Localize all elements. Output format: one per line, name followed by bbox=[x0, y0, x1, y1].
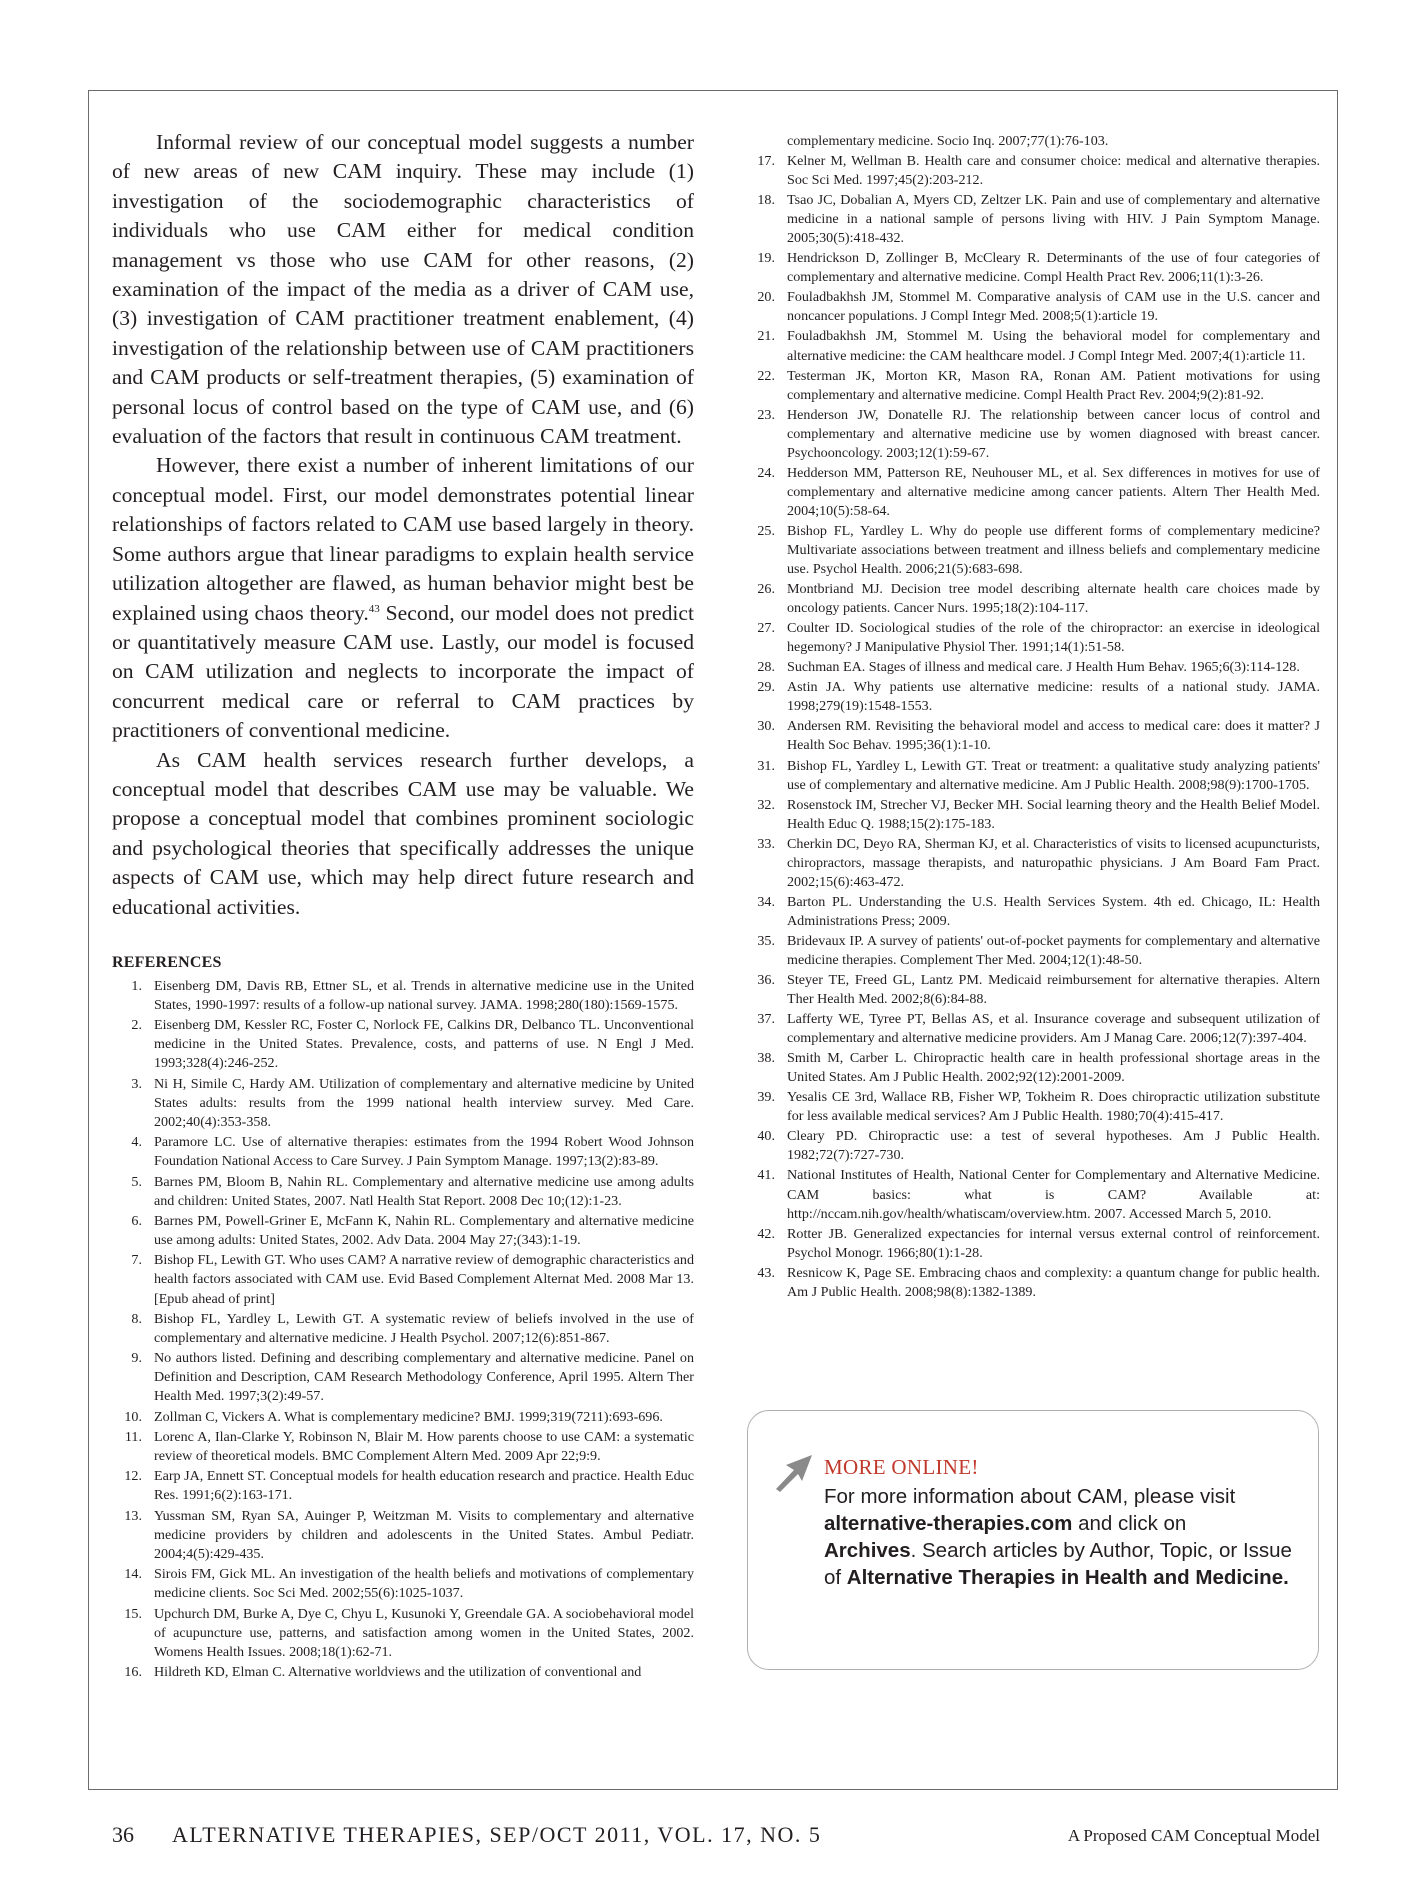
reference-text: Bishop FL, Yardley L, Lewith GT. A systematic review of beliefs involved in the use of complementary and alternative medicine. J Health Psychol. 2007;12(6):851-867. bbox=[154, 1310, 694, 1346]
reference-text: Suchman EA. Stages of illness and medical care. J Health Hum Behav. 1965;6(3):114-128. bbox=[787, 659, 1300, 676]
promo-line-2b: . Search articles by Author, Topic, or Issue bbox=[910, 1539, 1292, 1562]
body-paragraph-2 bbox=[112, 451, 694, 745]
references-list-left bbox=[112, 977, 694, 1682]
reference-item bbox=[745, 1166, 1320, 1223]
reference-number: 20. bbox=[757, 289, 775, 306]
reference-number: 17. bbox=[757, 153, 775, 170]
reference-item bbox=[745, 327, 1320, 365]
reference-text: Coulter ID. Sociological studies of the role of the chiropractor: an exercise in ideological hegemony? J Manipulative Physiol Ther. 1991;14(1):51-58. bbox=[787, 620, 1320, 656]
reference-item bbox=[745, 406, 1320, 463]
reference-item bbox=[745, 1010, 1320, 1048]
reference-text: National Institutes of Health, National Center for Complementary and Alternative Medicine. CAM basics: what is CAM? Available at: http://nccam.nih.gov/health/whatiscam/overview.htm. 2007. Accessed March 5, 2010. bbox=[787, 1167, 1320, 1222]
reference-item bbox=[745, 1127, 1320, 1165]
reference-number: 12. bbox=[124, 1468, 142, 1485]
reference-text: Yussman SM, Ryan SA, Auinger P, Weitzman M. Visits to complementary and alternative medicine providers by children and adolescents in the United States. Ambul Pediatr. 2004;4(5):429-435. bbox=[154, 1507, 694, 1562]
promo-line-1: For more information about CAM, please visit bbox=[824, 1485, 1236, 1508]
reference-16-continuation: complementary medicine. Socio Inq. 2007;77(1):76-103. bbox=[787, 133, 1109, 149]
reference-number: 16. bbox=[124, 1664, 142, 1681]
arrow-icon bbox=[772, 1453, 814, 1498]
reference-text: Bishop FL, Yardley L, Lewith GT. Treat or treatment: a qualitative study analyzing patients' use of complementary and alternative medicine. Am J Public Health. 2008;98(9):1700-1705. bbox=[787, 757, 1320, 793]
footer-article-title: A Proposed CAM Conceptual Model bbox=[1067, 1826, 1320, 1845]
promo-line-3a: of bbox=[824, 1566, 847, 1589]
reference-item bbox=[112, 1605, 694, 1662]
reference-number: 3. bbox=[131, 1075, 142, 1092]
reference-number: 33. bbox=[757, 835, 775, 852]
reference-number: 1. bbox=[131, 977, 142, 994]
reference-text: No authors listed. Defining and describing complementary and alternative medicine. Panel on Definition and Description, CAM Research Methodology Conference, April 1995. Altern Ther Health Med. 1997;3(2):49-57. bbox=[154, 1350, 694, 1405]
reference-number: 43. bbox=[757, 1264, 775, 1281]
body-paragraph-2-tail: Second, our model does not predict or quantitatively measure CAM use. Lastly, our model is focused on CAM utilization and neglects to incorporate the impact of concurrent medical care or referral to CAM practices by practitioners of conventional medicine. bbox=[112, 600, 694, 743]
footer-journal: ALTERNATIVE THERAPIES, SEP/OCT 2011, VOL. 17, NO. 5 bbox=[172, 1822, 822, 1847]
reference-item bbox=[745, 1225, 1320, 1263]
reference-text: Bridevaux IP. A survey of patients' out-of-pocket payments for complementary and alternative medicine therapies. Complement Ther Med. 2004;12(1):48-50. bbox=[787, 932, 1320, 968]
reference-item bbox=[745, 191, 1320, 248]
reference-text: Cherkin DC, Deyo RA, Sherman KJ, et al. Characteristics of visits to licensed acupuncturists, chiropractors, massage therapists, and naturopathic physicians. J Am Board Fam Pract. 2002;15(6):463-472. bbox=[787, 835, 1320, 890]
reference-number: 13. bbox=[124, 1507, 142, 1524]
reference-item bbox=[745, 1264, 1320, 1302]
reference-item bbox=[745, 367, 1320, 405]
reference-item bbox=[112, 1408, 694, 1427]
reference-text: Hedderson MM, Patterson RE, Neuhouser ML, et al. Sex differences in motives for use of complementary and alternative medicine among cancer patients. Altern Ther Health Med. 2004;10(5):58-64. bbox=[787, 464, 1320, 519]
reference-text: Zollman C, Vickers A. What is complementary medicine? BMJ. 1999;319(7211):693-696. bbox=[154, 1408, 663, 1425]
reference-number: 38. bbox=[757, 1050, 775, 1067]
reference-item bbox=[745, 580, 1320, 618]
reference-number: 41. bbox=[757, 1167, 775, 1184]
reference-item bbox=[745, 658, 1320, 677]
reference-number: 31. bbox=[757, 757, 775, 774]
reference-number: 28. bbox=[757, 659, 775, 676]
reference-number: 36. bbox=[757, 972, 775, 989]
reference-text: Hendrickson D, Zollinger B, McCleary R. Determinants of the use of four categories of complementary and alternative medicine. Compl Health Pract Rev. 2006;11(1):3-26. bbox=[787, 250, 1320, 286]
reference-number: 40. bbox=[757, 1128, 775, 1145]
reference-item bbox=[745, 796, 1320, 834]
promo-archives-link[interactable]: Archives bbox=[824, 1539, 911, 1562]
more-online-text bbox=[824, 1483, 1304, 1591]
reference-item bbox=[112, 1349, 694, 1406]
reference-item bbox=[745, 893, 1320, 931]
body-paragraph-2-text: However, there exist a number of inherent limitations of our conceptual model. First, our model demonstrates potential linear relationships of factors related to CAM use based largely in theory. Some authors argue that linear paradigms to explain health service utilization altogether are flawed, as human behavior might best be explained using chaos theory. bbox=[112, 453, 694, 625]
reference-number: 15. bbox=[124, 1605, 142, 1622]
reference-number: 8. bbox=[131, 1310, 142, 1327]
reference-text: Lafferty WE, Tyree PT, Bellas AS, et al. Insurance coverage and subsequent utilization of complementary and alternative medicine providers. Am J Manag Care. 2006;12(7):397-404. bbox=[787, 1011, 1320, 1047]
promo-line-2a: and click on bbox=[1072, 1512, 1187, 1535]
reference-text: Fouladbakhsh JM, Stommel M. Comparative analysis of CAM use in the U.S. cancer and noncancer populations. J Compl Integr Med. 2008;5(1):article 19. bbox=[787, 289, 1320, 325]
more-online-box bbox=[747, 1410, 1319, 1670]
body-paragraph-1: Informal review of our conceptual model suggests a number of new areas of new CAM inquiry. These may include (1) investigation of the sociodemographic characteristics of individuals who use CAM either for medical condition management vs those who use CAM for other reasons, (2) examination of the impact of the media as a driver of CAM use, (3) investigation of CAM practitioner treatment enablement, (4) investigation of the relationship between use of CAM practitioners and CAM products or self-treatment therapies, (5) examination of personal locus of control based on the type of CAM use, and (6) evaluation of the factors that result in continuous CAM treatment. bbox=[112, 130, 694, 449]
reference-item bbox=[745, 835, 1320, 892]
reference-text: Henderson JW, Donatelle RJ. The relationship between cancer locus of control and complementary and alternative medicine use by women diagnosed with breast cancer. Psychooncology. 2003;12(1):59-67. bbox=[787, 406, 1320, 461]
references-heading: REFERENCES bbox=[112, 953, 222, 971]
body-paragraph-3: As CAM health services research further develops, a conceptual model that describes CAM use may be valuable. We propose a conceptual model that combines prominent sociologic and psychological theories that specifically addresses the unique aspects of CAM use, which may help direct future research and educational activities. bbox=[112, 747, 694, 919]
reference-item bbox=[745, 757, 1320, 795]
reference-item bbox=[112, 1075, 694, 1132]
reference-text: Fouladbakhsh JM, Stommel M. Using the behavioral model for complementary and alternative medicine: the CAM healthcare model. J Compl Integr Med. 2007;4(1):article 11. bbox=[787, 328, 1320, 364]
reference-item bbox=[745, 619, 1320, 657]
references-list-right bbox=[745, 152, 1320, 1302]
reference-text: Eisenberg DM, Kessler RC, Foster C, Norlock FE, Calkins DR, Delbanco TL. Unconventional medicine in the United States. Prevalence, costs, and patterns of use. N Engl J Med. 1993;328(4):246-252. bbox=[154, 1017, 694, 1072]
reference-item bbox=[112, 1173, 694, 1211]
reference-text: Yesalis CE 3rd, Wallace RB, Fisher WP, Tokheim R. Does chiropractic utilization substitute for less available medical services? Am J Public Health. 1980;70(4):415-417. bbox=[787, 1089, 1320, 1125]
reference-item bbox=[745, 522, 1320, 579]
reference-item bbox=[112, 1133, 694, 1171]
reference-item bbox=[745, 1049, 1320, 1087]
reference-text: Earp JA, Ennett ST. Conceptual models for health education research and practice. Health Educ Res. 1991;6(2):163-171. bbox=[154, 1468, 694, 1504]
reference-number: 35. bbox=[757, 932, 775, 949]
reference-text: Bishop FL, Yardley L. Why do people use different forms of complementary medicine? Multivariate associations between treatment and illness beliefs and complementary medicine use. Psychol Health. 2006;21(5):683-698. bbox=[787, 522, 1320, 578]
reference-text: Tsao JC, Dobalian A, Myers CD, Zeltzer LK. Pain and use of complementary and alternative medicine in a national sample of persons living with HIV. J Pain Symptom Manage. 2005;30(5):418-432. bbox=[787, 192, 1320, 247]
references-list-right-continuation bbox=[745, 132, 1320, 151]
reference-number: 6. bbox=[131, 1213, 142, 1230]
reference-item bbox=[745, 717, 1320, 755]
reference-number: 42. bbox=[757, 1225, 775, 1242]
reference-number: 29. bbox=[757, 679, 775, 696]
reference-item bbox=[112, 1310, 694, 1348]
reference-text: Kelner M, Wellman B. Health care and consumer choice: medical and alternative therapies. Soc Sci Med. 1997;45(2):203-212. bbox=[787, 153, 1320, 189]
reference-text: Astin JA. Why patients use alternative medicine: results of a national study. JAMA. 1998;279(19):1548-1553. bbox=[787, 679, 1320, 715]
reference-text: Ni H, Simile C, Hardy AM. Utilization of complementary and alternative medicine by United States adults: results from the 1999 national health interview survey. Med Care. 2002;40(4):353-358. bbox=[154, 1075, 694, 1130]
reference-text: Barnes PM, Bloom B, Nahin RL. Complementary and alternative medicine use among adults and children: United States, 2007. Natl Health Stat Report. 2008 Dec 10;(12):1-23. bbox=[154, 1173, 694, 1209]
reference-number: 7. bbox=[131, 1252, 142, 1269]
promo-site-link[interactable]: alternative-therapies.com bbox=[824, 1512, 1073, 1535]
reference-number: 4. bbox=[131, 1134, 142, 1151]
reference-text: Sirois FM, Gick ML. An investigation of the health beliefs and motivations of complementary medicine clients. Soc Sci Med. 2002;55(6):1025-1037. bbox=[154, 1566, 694, 1602]
reference-item bbox=[112, 1212, 694, 1250]
reference-item bbox=[112, 1507, 694, 1564]
reference-text: Rosenstock IM, Strecher VJ, Becker MH. Social learning theory and the Health Belief Model. Health Educ Q. 1988;15(2):175-183. bbox=[787, 796, 1320, 832]
reference-item bbox=[112, 1251, 694, 1308]
reference-number: 30. bbox=[757, 718, 775, 735]
reference-item bbox=[112, 1428, 694, 1466]
reference-text: Testerman JK, Morton KR, Mason RA, Ronan AM. Patient motivations for using complementary and alternative medicine. Compl Health Pract Rev. 2004;9(2):81-92. bbox=[787, 367, 1320, 403]
footer-page-number: 36 bbox=[112, 1822, 134, 1847]
reference-item bbox=[745, 971, 1320, 1009]
reference-number: 19. bbox=[757, 250, 775, 267]
reference-text: Barton PL. Understanding the U.S. Health Services System. 4th ed. Chicago, IL: Health Administrations Press; 2009. bbox=[787, 893, 1320, 929]
citation-superscript: 43 bbox=[368, 602, 380, 615]
reference-number: 27. bbox=[757, 620, 775, 637]
reference-number: 34. bbox=[757, 893, 775, 910]
reference-number: 9. bbox=[131, 1350, 142, 1367]
reference-number: 26. bbox=[757, 581, 775, 598]
reference-text: Resnicow K, Page SE. Embracing chaos and complexity: a quantum change for public health. Am J Public Health. 2008;98(8):1382-1389. bbox=[787, 1264, 1320, 1300]
reference-number: 18. bbox=[757, 192, 775, 209]
reference-item bbox=[745, 1088, 1320, 1126]
reference-text: Barnes PM, Powell-Griner E, McFann K, Nahin RL. Complementary and alternative medicine use among adults: United States, 2002. Adv Data. 2004 May 27;(343):1-19. bbox=[154, 1213, 694, 1249]
promo-journal-name: Alternative Therapies in Health and Medicine. bbox=[846, 1566, 1289, 1589]
reference-text: Andersen RM. Revisiting the behavioral model and access to medical care: does it matter? J Health Soc Behav. 1995;36(1):1-10. bbox=[787, 718, 1320, 754]
reference-item bbox=[745, 152, 1320, 190]
reference-text: Montbriand MJ. Decision tree model describing alternate health care choices made by oncology patients. Cancer Nurs. 1995;18(2):104-117. bbox=[787, 581, 1320, 617]
reference-number: 39. bbox=[757, 1089, 775, 1106]
reference-item bbox=[745, 288, 1320, 326]
more-online-title: MORE ONLINE! bbox=[824, 1455, 979, 1479]
reference-item bbox=[112, 1663, 694, 1682]
reference-item bbox=[745, 678, 1320, 716]
reference-item bbox=[745, 249, 1320, 287]
reference-text: Bishop FL, Lewith GT. Who uses CAM? A narrative review of demographic characteristics and health factors associated with CAM use. Evid Based Complement Alternat Med. 2008 Mar 13. [Epub ahead of print] bbox=[154, 1252, 694, 1307]
reference-text: Lorenc A, Ilan-Clarke Y, Robinson N, Blair M. How parents choose to use CAM: a systematic review of theoretical models. BMC Complement Altern Med. 2009 Apr 22;9:9. bbox=[154, 1429, 694, 1465]
reference-text: Eisenberg DM, Davis RB, Ettner SL, et al. Trends in alternative medicine use in the United States, 1990-1997: results of a follow-up national survey. JAMA. 1998;280(180):1569-1575. bbox=[154, 977, 694, 1014]
reference-number: 21. bbox=[757, 328, 775, 345]
reference-number: 10. bbox=[124, 1408, 142, 1425]
reference-item bbox=[112, 1467, 694, 1505]
reference-number: 14. bbox=[124, 1566, 142, 1583]
reference-text: Hildreth KD, Elman C. Alternative worldviews and the utilization of conventional and bbox=[154, 1664, 642, 1681]
reference-text: Cleary PD. Chiropractic use: a test of several hypotheses. Am J Public Health. 1982;72(7):727-730. bbox=[787, 1128, 1320, 1164]
reference-number: 37. bbox=[757, 1011, 775, 1028]
reference-number: 2. bbox=[131, 1017, 142, 1034]
reference-item bbox=[112, 977, 694, 1015]
reference-item bbox=[745, 464, 1320, 521]
reference-text: Rotter JB. Generalized expectancies for internal versus external control of reinforcement. Psychol Monogr. 1966;80(1):1-28. bbox=[787, 1225, 1320, 1261]
left-column bbox=[112, 128, 694, 1683]
reference-number: 24. bbox=[757, 464, 775, 481]
right-column bbox=[745, 132, 1320, 1303]
reference-number: 32. bbox=[757, 796, 775, 813]
reference-number: 5. bbox=[131, 1173, 142, 1190]
reference-text: Steyer TE, Freed GL, Lantz PM. Medicaid reimbursement for alternative therapies. Altern Ther Health Med. 2002;8(6):84-88. bbox=[787, 972, 1320, 1008]
reference-text: Smith M, Carber L. Chiropractic health care in health professional shortage areas in the United States. Am J Public Health. 2002;92(12):2001-2009. bbox=[787, 1050, 1320, 1086]
reference-text: Upchurch DM, Burke A, Dye C, Chyu L, Kusunoki Y, Greendale GA. A sociobehavioral model of acupuncture use, patterns, and satisfaction among women in the United States, 2002. Womens Health Issues. 2008;18(1):62-71. bbox=[154, 1605, 694, 1660]
reference-text: Paramore LC. Use of alternative therapies: estimates from the 1994 Robert Wood Johnson Foundation National Access to Care Survey. J Pain Symptom Manage. 1997;13(2):83-89. bbox=[154, 1134, 694, 1170]
reference-item bbox=[112, 1565, 694, 1603]
reference-number: 23. bbox=[757, 406, 775, 423]
reference-number: 25. bbox=[757, 522, 775, 539]
reference-item bbox=[112, 1016, 694, 1073]
reference-number: 22. bbox=[757, 367, 775, 384]
reference-number: 11. bbox=[124, 1429, 142, 1446]
reference-item bbox=[745, 932, 1320, 970]
